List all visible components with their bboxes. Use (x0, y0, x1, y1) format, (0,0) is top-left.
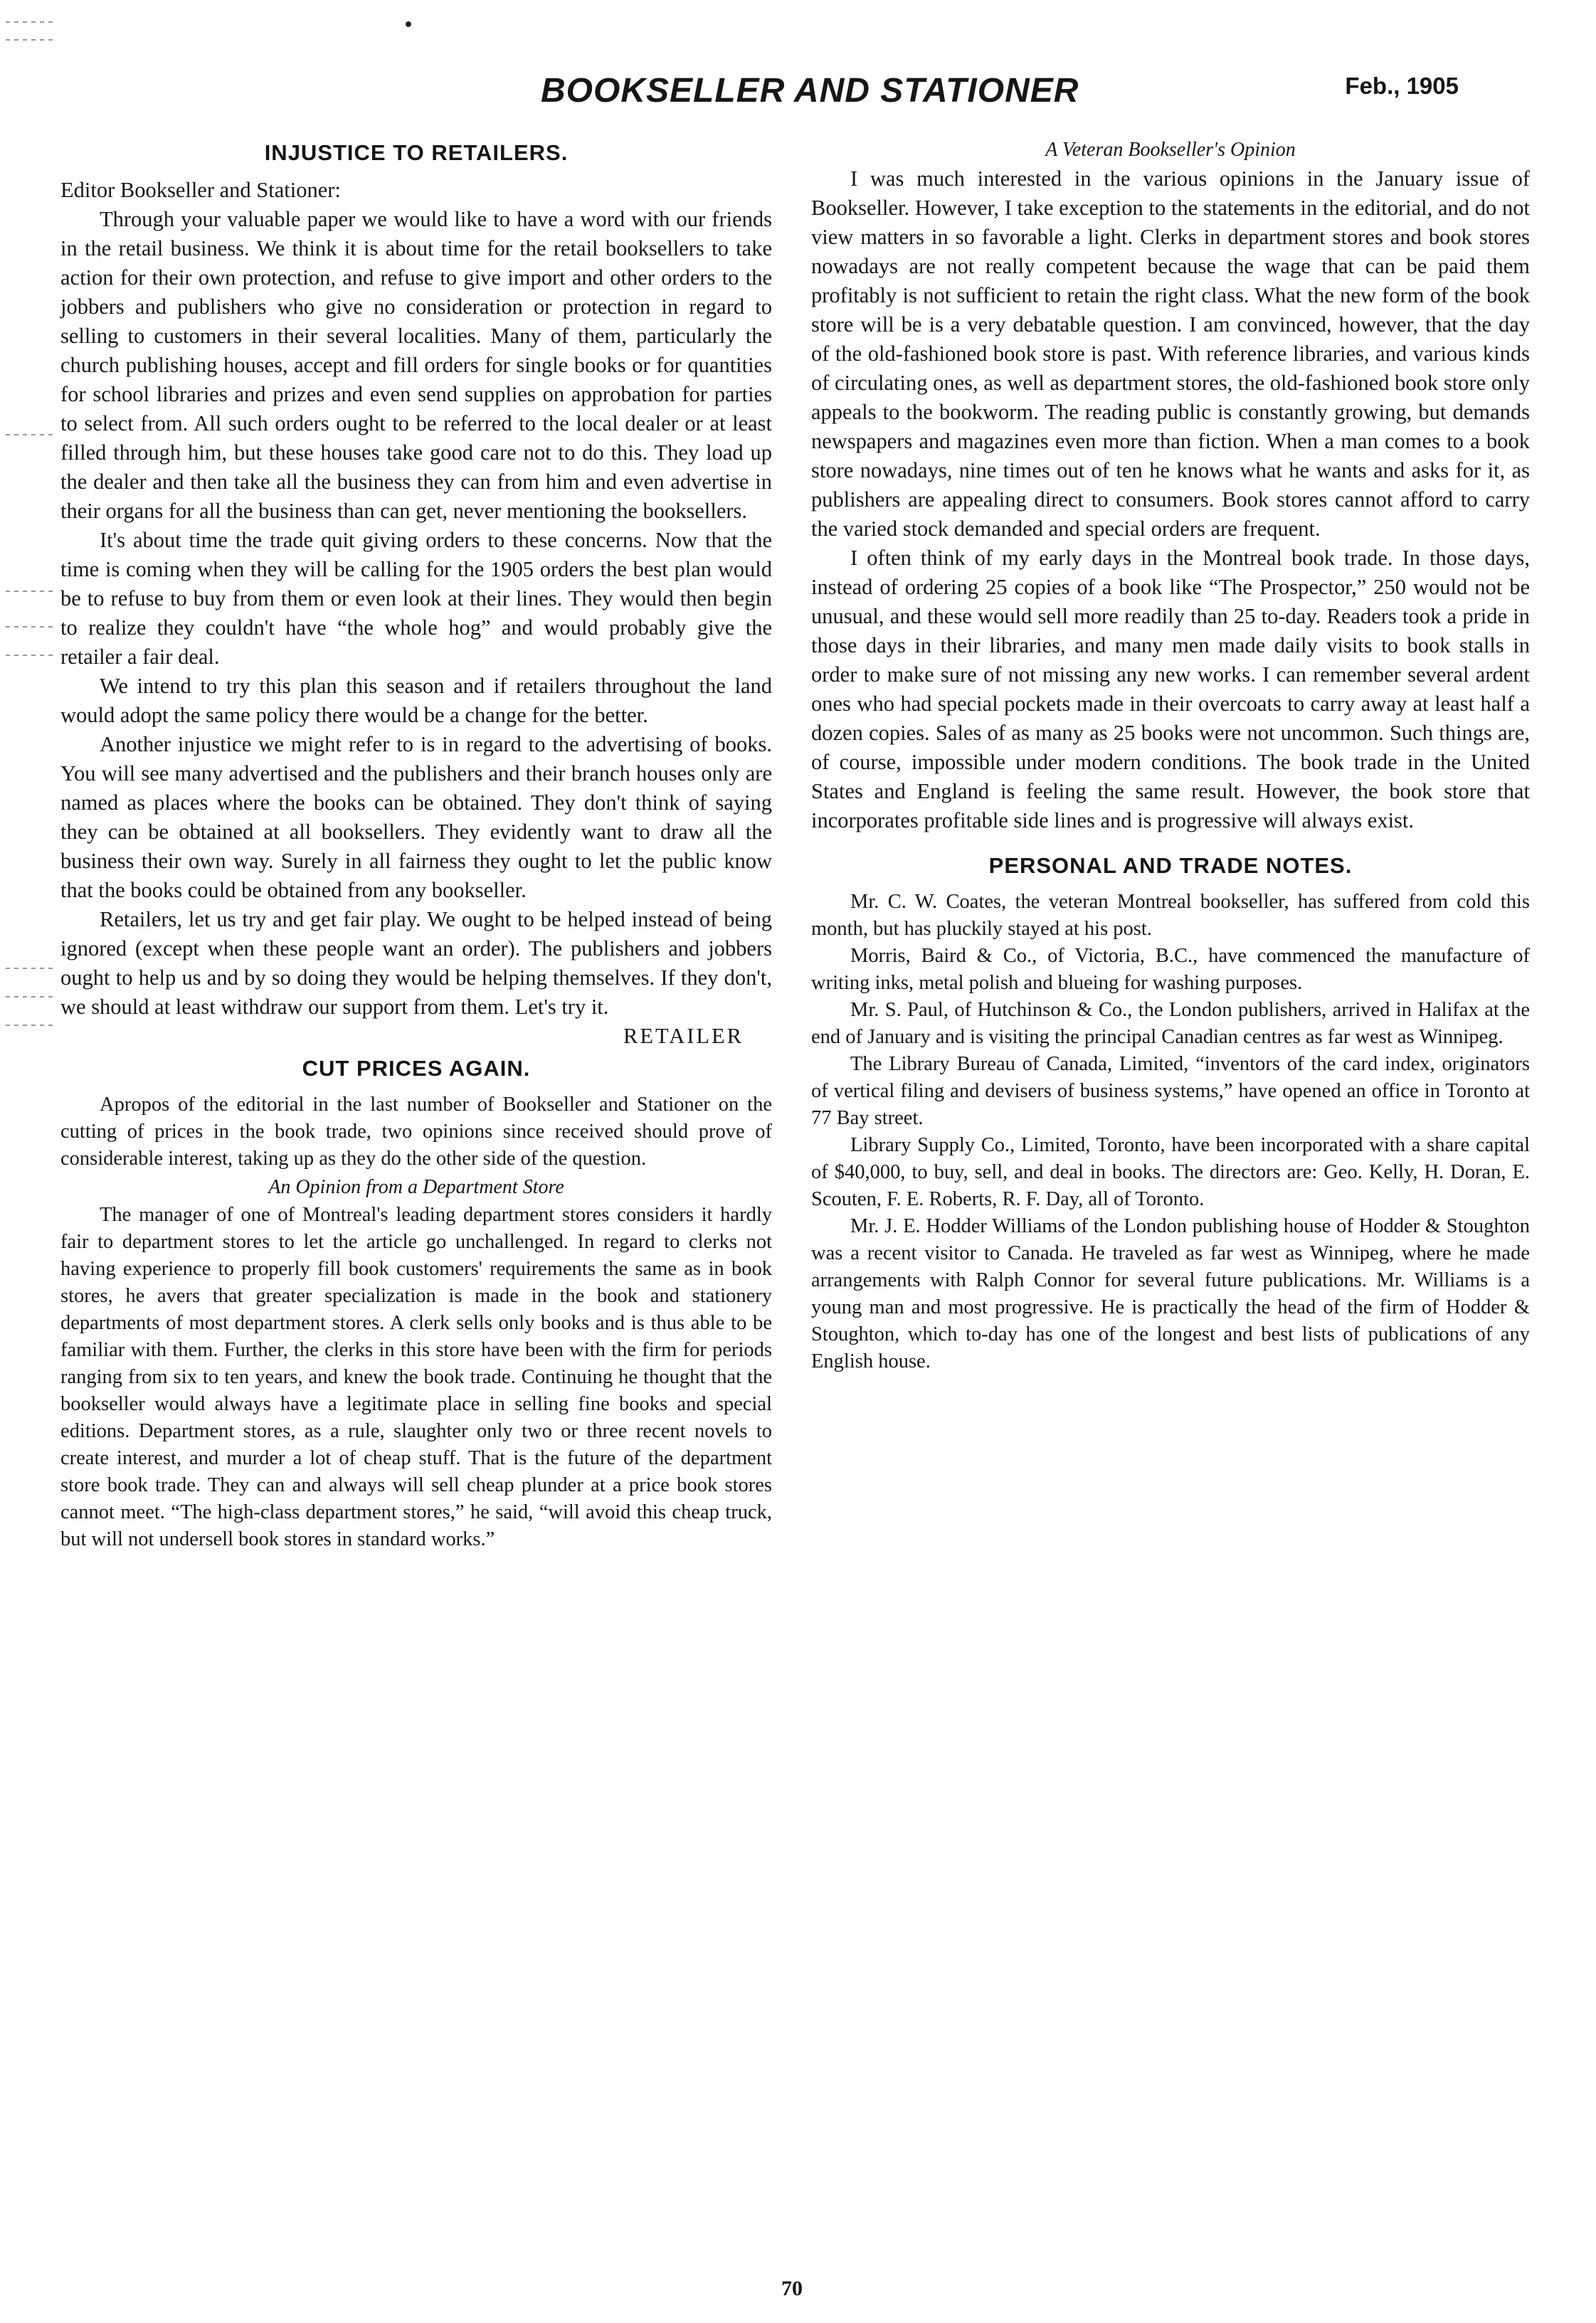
ink-dot (406, 21, 411, 27)
article-heading-notes: PERSONAL AND TRADE NOTES. (988, 853, 1353, 878)
paragraph: Another injustice we might refer to is in regard to the advertising of books. You will see many advertised and the publishers and their branch houses only are named as places where the books can be obtained. They don't think of saying they can be obtained at all booksellers. They evidently want to draw all the business their own way. Surely in all fairness they ought to let the public know that the books could be obtained from any bookseller. (60, 732, 772, 902)
note-item: Morris, Baird & Co., of Victoria, B.C., have commenced the manufacture of writing inks, metal polish and blueing for washing purposes. (811, 945, 1530, 994)
letter-salutation: Editor Bookseller and Stationer: (60, 178, 341, 202)
note-item: Mr. J. E. Hodder Williams of the London publishing house of Hodder & Stoughton was a recent visitor to Canada. He traveled as far west as Winnipeg, where he made arrangements with Ralph Connor for several future publications. Mr. Williams is a young man and most progressive. He is practically the head of the firm of Hodder & Stoughton, which to-day has one of the longest and best lists of publications of any English house. (811, 1215, 1530, 1372)
issue-date: Feb., 1905 (1345, 73, 1459, 99)
left-column (60, 135, 772, 1553)
note-item: The Library Bureau of Canada, Limited, “inventors of the card index, originators of vertical filing and devisers of business systems,” have opened an office in Toronto at 77 Bay street. (811, 1053, 1530, 1129)
article-heading-injustice: INJUSTICE TO RETAILERS. (264, 140, 569, 165)
subheading: An Opinion from a Department Store (268, 1176, 564, 1198)
page-header (541, 71, 1459, 125)
publication-title: BOOKSELLER AND STATIONER (541, 72, 1079, 110)
paragraph: I often think of my early days in the Montreal book trade. In those days, instead of ordering 25 copies of a book like “The Prospector,” 250 would not be unusual, and these would sell more readily than 25 to-day. Readers took a pride in those days in their libraries, and many men made daily visits to book stalls in order to make sure of not missing any new works. I can remember several ardent ones who had special pockets made in their overcoats to carry away at least half a dozen copies. Sales of as many as 25 books were not uncommon. Such things are, of course, impossible under modern conditions. The book trade in the United States and England is feeling the same result. However, the book store that incorporates profitable side lines and is progressive will always exist. (811, 546, 1530, 832)
paragraph: I was much interested in the various opinions in the January issue of Bookseller. However, I take exception to the statements in the editorial, and do not view matters in so favorable a light. Clerks in department stores and book stores nowadays are not really competent because the wage that can be paid them profitably is not sufficient to retain the right class. What the new form of the book store will be is a very debatable question. I am convinced, however, that the day of the old-fashioned book store is past. With reference libraries, and various kinds of circulating ones, as well as department stores, the old-fashioned book store only appeals to the bookworm. The reading public is constantly growing, but demands newspapers and magazines even more than fiction. When a man comes to a book store nowadays, nine times out of ten he knows what he wants and asks for it, as publishers are appealing direct to consumers. Book stores cannot afford to carry the varied stock demanded and special orders are frequent. (811, 166, 1530, 541)
paragraph: We intend to try this plan this season and if retailers throughout the land would adopt the same policy there would be a change for the better. (60, 674, 772, 727)
right-column (811, 135, 1530, 1375)
paragraph: The manager of one of Montreal's leading department stores considers it hardly fair to department stores to let the article go unchallenged. In regard to clerks not having experience to properly fill book customers' requirements the same as in book stores, he avers that greater specialization is made in the book and stationery departments of most department stores. A clerk sells only books and is thus able to be familiar with them. Further, the clerks in this store have been with the firm for periods ranging from six to ten years, and knew the book trade. Continuing he thought that the bookseller would always have a legitimate place in selling fine books and special editions. Department stores, as a rule, slaughter only two or three recent novels to create interest, and murder a lot of cheap stuff. That is the future of the department store book trade. They can and always will sell cheap plunder at a price book stores cannot meet. “The high-class department stores,” he said, “will avoid this cheap truck, but will not undersell book stores in standard works.” (60, 1204, 772, 1550)
note-item: Library Supply Co., Limited, Toronto, have been incorporated with a share capital of $40,000, to buy, sell, and deal in books. The directors are: Geo. Kelly, H. Doran, E. Scouten, F. E. Roberts, R. F. Day, all of Toronto. (811, 1134, 1530, 1210)
paragraph: It's about time the trade quit giving orders to these concerns. Now that the time is coming when they will be calling for the 1905 orders the best plan would be to refuse to buy from them or even look at their lines. They would then begin to realize they couldn't have “the whole hog” and would probably give the retailer a fair deal. (60, 528, 772, 669)
paragraph: Through your valuable paper we would like to have a word with our friends in the retail business. We think it is about time for the retail booksellers to take action for their own protection, and refuse to give import and other orders to the jobbers and publishers who give no consideration or protection in regard to selling to customers in their several localities. Many of them, particularly the church publishing houses, accept and fill orders for single books or for quantities for school libraries and prizes and even send supplies on approbation for parties to select from. All such orders ought to be referred to the local dealer or at least filled through him, but these houses take good care not to do this. They load up the dealer and then take all the business they can from him and even advertise in their organs for all the business than can get, never mentioning the booksellers. (60, 207, 772, 523)
paragraph: Apropos of the editorial in the last number of Bookseller and Stationer on the cutting of prices in the book trade, two opinions since received should prove of considerable interest, taking up as they do the other side of the question. (60, 1094, 772, 1170)
paragraph: Retailers, let us try and get fair play. We ought to be helped instead of being ignored (except when these people want an order). The publishers and jobbers ought to help us and by so doing they would be helping themselves. If they don't, we should at least withdraw our support from them. Let's try it. (60, 907, 772, 1019)
margin-scan-marks (0, 0, 64, 2323)
article-heading-cut-prices: CUT PRICES AGAIN. (302, 1056, 531, 1081)
subheading: A Veteran Bookseller's Opinion (1045, 139, 1296, 161)
note-item: Mr. C. W. Coates, the veteran Montreal bookseller, has suffered from cold this month, but has pluckily stayed at his post. (811, 891, 1530, 940)
page-number: 70 (781, 2277, 803, 2300)
letter-signature: RETAILER (623, 1024, 744, 1048)
note-item: Mr. S. Paul, of Hutchinson & Co., the London publishers, arrived in Halifax at the end of January and is visiting the principal Canadian centres as far west as Winnipeg. (811, 999, 1530, 1048)
